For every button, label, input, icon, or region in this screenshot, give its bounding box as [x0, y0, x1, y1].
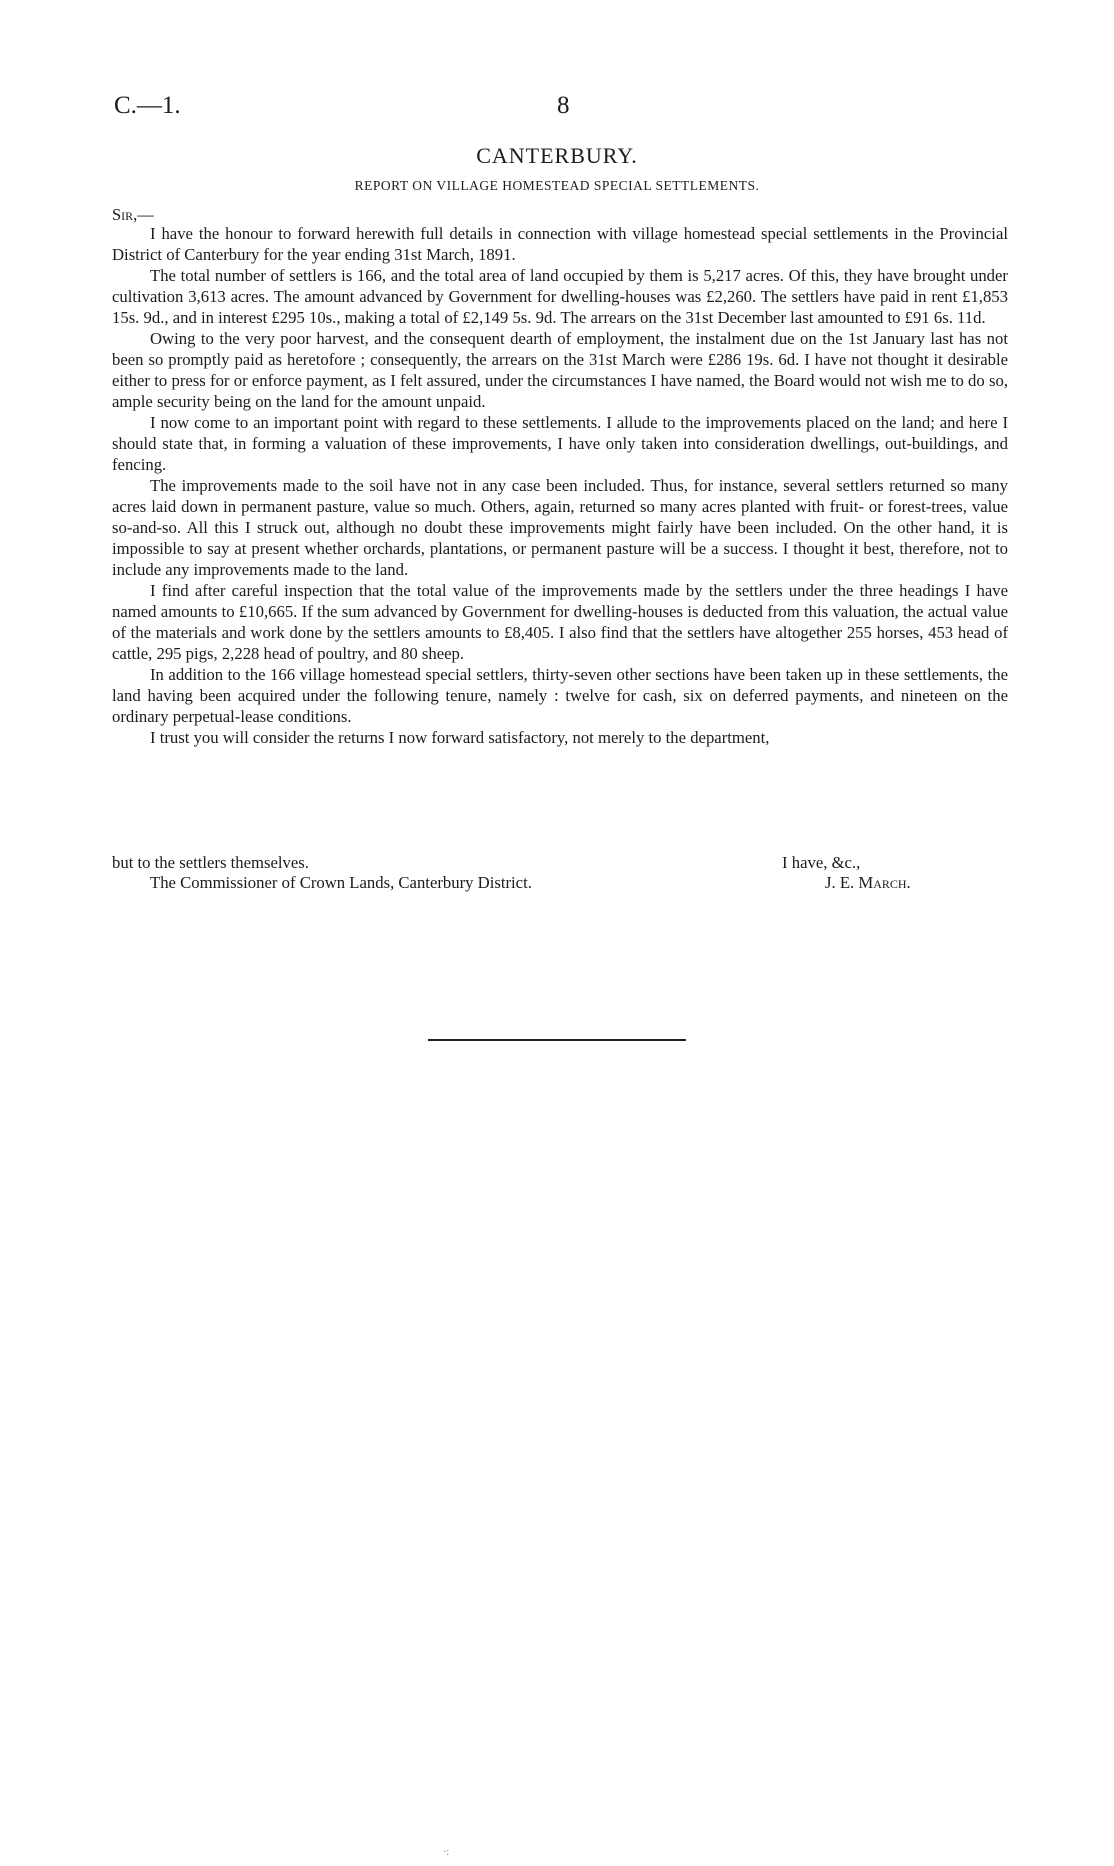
page-number: 8	[557, 92, 570, 119]
page-header	[0, 92, 1114, 122]
salutation-text: Sir,—	[112, 205, 154, 224]
footer-mark: ·:	[443, 1847, 450, 1858]
report-subtitle: REPORT ON VILLAGE HOMESTEAD SPECIAL SETTLEMENTS.	[354, 178, 760, 193]
document-reference: C.—1.	[114, 92, 181, 119]
closing-line-1	[112, 853, 1008, 874]
paragraph: I have the honour to forward herewith full details in connection with village homestead special settlements in the Provincial District of Canterbury for the year ending 31st March, 1891.	[112, 224, 1008, 264]
report-title: CANTERBURY.	[476, 143, 638, 168]
paragraph: The total number of settlers is 166, and the total area of land occupied by them is 5,217 acres. Of this, they have brought under cultivation 3,613 acres. The amount advanced by Government for dwelling-houses was £2,260. The settlers have paid in rent £1,853 15s. 9d., and in interest £295 10s., making a total of £2,149 5s. 9d. The arrears on the 31st December last amounted to £91 6s. 11d.	[112, 266, 1008, 327]
addressee: The Commissioner of Crown Lands, Canterbury District.	[150, 873, 532, 892]
paragraph: The improvements made to the soil have not in any case been included. Thus, for instance, several settlers returned so many acres laid down in permanent pasture, value so much. Others, again, returned so many acres planted with fruit- or forest-trees, value so-and-so. All this I struck out, although no doubt these improvements might fairly have been included. On the other hand, it is impossible to say at present whether orchards, plantations, or permanent pasture will be a success. I thought it best, therefore, not to include any improvements made to the land.	[112, 476, 1008, 579]
closing-line-2	[112, 873, 1008, 894]
closing-text: but to the settlers themselves.	[112, 853, 309, 872]
letter-body	[112, 223, 1008, 748]
paragraph: In addition to the 166 village homestead special settlers, thirty-seven other sections have been taken up in these settlements, the land having been acquired under the following tenure, namely : twelve for cash, six on deferred payments, and nineteen on the ordinary perpetual-lease conditions.	[112, 665, 1008, 726]
paragraph: I find after careful inspection that the total value of the improvements made by the settlers under the three headings I have named amounts to £10,665. If the sum advanced by Government for dwelling-houses is deducted from this valuation, the actual value of the materials and work done by the settlers amounts to £8,405. I also find that the settlers have altogether 255 horses, 453 head of cattle, 295 pigs, 2,228 head of poultry, and 80 sheep.	[112, 581, 1008, 663]
section-divider	[428, 1039, 686, 1041]
signature-name: J. E. March.	[825, 873, 911, 892]
paragraph: I now come to an important point with regard to these settlements. I allude to the improvements placed on the land; and here I should state that, in forming a valuation of these improvements, I have only taken into consideration dwellings, out-buildings, and fencing.	[112, 413, 1008, 474]
complimentary-close: I have, &c.,	[782, 853, 861, 872]
paragraph: Owing to the very poor harvest, and the consequent dearth of employment, the instalment due on the 1st January last has not been so promptly paid as heretofore ; consequently, the arrears on the 31st March were £286 19s. 6d. I have not thought it desirable either to press for or enforce payment, as I felt assured, under the circumstances I have named, the Board would not wish me to do so, ample security being on the land for the amount unpaid.	[112, 329, 1008, 411]
paragraph: I trust you will consider the returns I now forward satisfactory, not merely to the department,	[150, 728, 770, 747]
salutation	[112, 205, 154, 225]
